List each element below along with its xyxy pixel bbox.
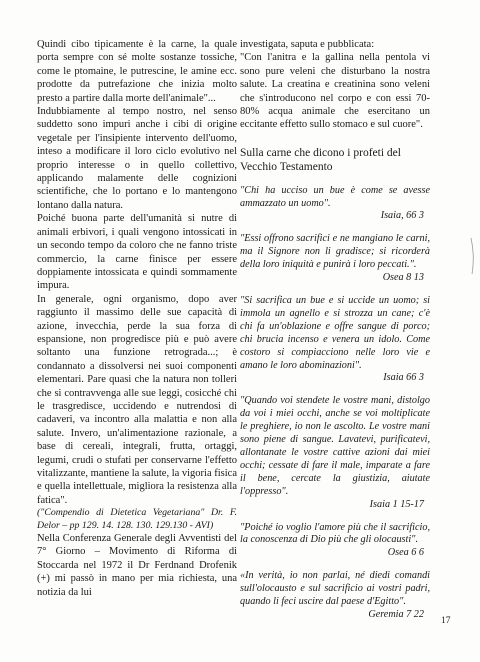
scripture-quote (240, 185, 430, 224)
quote-citation: Isaia 1 15-17 (369, 498, 424, 510)
paragraph: In generale, ogni organismo, dopo aver raggiunto il massimo delle sue capacità di azione, invecchia, perde la sua forza di espansione, non progredisce più e può avere soltanto una funzione retrograda...; è condannato a dissolversi nei suoi componenti elementari. Pare quasi che la natura non tolleri che si contravvenga alle sue leggi, cosicché chi le trasgredisce, uccidendo e nutrendosi di cadaveri, va incontro alla malattia e non alla salute. Invero, un'alimentazione razionale, a base di cereali, integrali, frutta, ortaggi, legumi, crudi o stufati per conservarne l'effetto vitalizzante, mantiene la salute, la vigoria fisica e quella intellettuale, migliora la resistenza alla fatica". (37, 293, 237, 506)
paragraph: Poiché buona parte dell'umanità si nutre di animali erbivori, i quali vengono intossicati in un secondo tempo da coloro che ne fanno triste commercio, la carne finisce per essere doppiamente intossicata e quindi sommamente impura. (37, 213, 237, 292)
section-heading: Sulla carne che dicono i profeti del Vecchio Testamento (240, 146, 401, 174)
quote-text: "Chi ha ucciso un bue è come se avesse ammazzato un uomo". (240, 184, 430, 209)
quote-text: «In verità, io non parlai, né diedi comandi sull'olocausto e sul sacrificio ai vostri padri, quando li feci uscire dal paese d'Egitto". (240, 570, 430, 608)
quote-text: "Essi offrono sacrifici e ne mangiano le carni, ma il Signore non li gradisce; si ricorderà della loro iniquità e punirà i loro peccati.". (240, 233, 430, 271)
quote-citation: Geremia 7 22 (368, 608, 424, 620)
paragraph: Quindi cibo tipicamente è la carne, la quale porta sempre con sé molte sostanze tossiche, come le ptomaine, le putrescine, le amine ecc. prodotte da putrefazione che inizia molto presto a partire dalla morte dell'animale"... (37, 39, 237, 104)
quote-text: "Si sacrifica un bue e si uccide un uomo; si immola un agnello e si strozza un cane; c'è chi fa un'oblazione e offre sangue di porco; chi brucia incenso e venera un idolo. Come costoro si compiacciono nelle loro vie e amano le loro abominazioni". (240, 295, 430, 371)
scripture-quote (240, 295, 430, 385)
scripture-quote (240, 522, 430, 561)
quote-citation: Isaia 66 3 (383, 372, 424, 384)
scripture-quote (240, 233, 430, 285)
quote-citation: Osea 8 13 (382, 272, 424, 284)
paragraph: Indubbiamente al tempo nostro, nel senso suddetto sono impuri anche i cibi di origine vegetale per l'insipiente intervento dell'uomo, inteso a modificare il loro ciclo evolutivo nel proprio interesse o in quello collettivo, applicando malamente delle cognizioni scientifiche, che lo portano e lo mantengono lontano dalla natura. (37, 106, 237, 211)
quote-citation: Osea 6 6 (387, 547, 424, 559)
margin-mark (470, 236, 476, 276)
left-column (37, 38, 237, 599)
quote-text: "Quando voi stendete le vostre mani, distolgo da voi i miei occhi, anche se voi moltiplicate le preghiere, io non le ascolto. Le vostre mani sono piene di sangue. Lavatevi, purificatevi, allontanate le vostre cattive azioni dai miei occhi; cessate di fare il male, imparate a fare il bene, cercate la giustizia, aiutate l'oppresso". (240, 395, 430, 497)
quote-citation: Isaia, 66 3 (380, 210, 424, 222)
paragraph: investigata, saputa e pubblicata: (240, 39, 375, 50)
scripture-quote (240, 395, 430, 511)
scripture-quote (240, 570, 430, 622)
paragraph: Nella Conferenza Generale degli Avventisti del 7° Giorno – Movimento di Riforma di Stoccarda nel 1972 il Dr Ferdnand Drofenik (+) mi passò in mano per mia richiesta, una notizia da lui (37, 533, 237, 598)
right-column (240, 38, 430, 632)
source-reference: ("Compendio di Dietetica Vegetariana" Dr. F. Delor – pp 129. 14. 128. 130. 129.130 - AVI) (37, 507, 237, 531)
quoted-paragraph: "Con l'anitra e la gallina nella pentola vi sono pure veleni che disturbano la nostra salute. La creatina e creatinina sono veleni che s'introducono nel corpo e con essi 70-80% acqua animale che esercitano un eccitante effetto sullo stomaco e sul cuore". (240, 52, 430, 131)
page-number: 17 (441, 616, 451, 626)
quote-text: "Poiché io voglio l'amore più che il sacrificio, la conoscenza di Dio più che gli olocausti". (240, 521, 430, 546)
